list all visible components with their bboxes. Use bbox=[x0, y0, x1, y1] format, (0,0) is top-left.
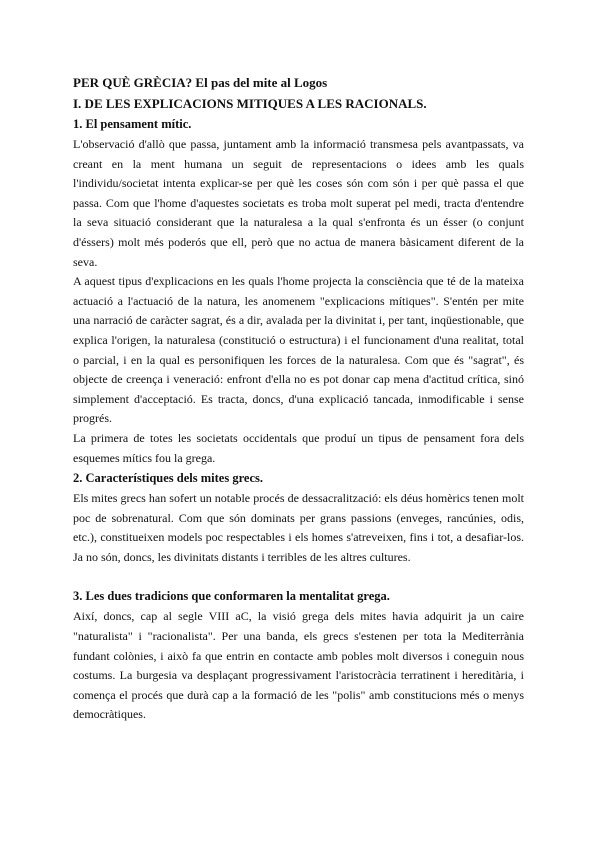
paragraph: A aquest tipus d'explicacions en les quals l'home projecta la consciència que té de la mateixa actuació a l'actuació de la natura, les anomenem "explicacions mítiques". S'entén per mite una narració de caràcter sagrat, és a dir, avalada per la divinitat i, per tant, inqüestionable, que explica l'origen, la naturalesa (constitució o estructura) i el funcionament d'una realitat, total o parcial, i en la qual es personifiquen les forces de la naturalesa. Com que és "sagrat", és objecte de creença i veneració: enfront d'ella no es pot donar cap mena d'actitud crítica, sinó simplement d'acceptació. Es tracta, doncs, d'una explicació tancada, inmodificable i sense progrés. bbox=[73, 274, 524, 426]
section-heading: I. DE LES EXPLICACIONS MITIQUES A LES RACIONALS. bbox=[73, 96, 427, 111]
paragraph: Així, doncs, cap al segle VIII aC, la visió grega dels mites havia adquirit ja un caire "naturalista" i "racionalista". Per una banda, els grecs s'estenen per tota la Mediterrània fundant colònies, i això fa que entrin en contacte amb pobles molt diversos i coneguin nous costums. La burgesia va desplaçant progressivament l'aristocràcia terratinent i hereditària, i comença el procés que durà cap a la formació de les "polis" amb constitucions més o menys democràtiques. bbox=[73, 609, 524, 722]
paragraph: La primera de totes les societats occidentals que produí un tipus de pensament fora dels esquemes mítics fou la grega. bbox=[73, 430, 524, 465]
paragraph: L'observació d'allò que passa, juntament amb la informació transmesa pels avantpassats, va creant en la ment humana un seguit de representacions o idees amb les quals l'individu/societat intenta explicar-se per què les coses són com són i per què passa el que passa. Com que l'home d'aquestes societats es troba molt superat pel medi, tracta d'entendre la seva situació considerant que la naturalesa a la qual s'enfronta és un ésser (o conjunt d'éssers) molt més poderós que ell, però que no actua de manera bàsicament diferent de la seva. bbox=[73, 137, 524, 269]
spacer bbox=[73, 567, 524, 586]
document-title: PER QUÈ GRÈCIA? El pas del mite al Logos bbox=[73, 75, 328, 90]
subsection-2-heading: 2. Característiques dels mites grecs. bbox=[73, 471, 264, 486]
subsection-1-heading: 1. El pensament mític. bbox=[73, 117, 192, 131]
paragraph: Els mites grecs han sofert un notable procés de dessacralització: els déus homèrics tenen molt poc de sobrenatural. Com que són dominats per grans passions (enveges, rancúnies, odis, etc.), constitueixen models poc respectables i els homes s'atreveixen, fins i tot, a desafiar-los. Ja no són, doncs, les divinitats distants i terribles de les altres cultures. bbox=[73, 491, 524, 564]
subsection-3-heading: 3. Les dues tradicions que conformaren la mentalitat grega. bbox=[73, 589, 390, 604]
